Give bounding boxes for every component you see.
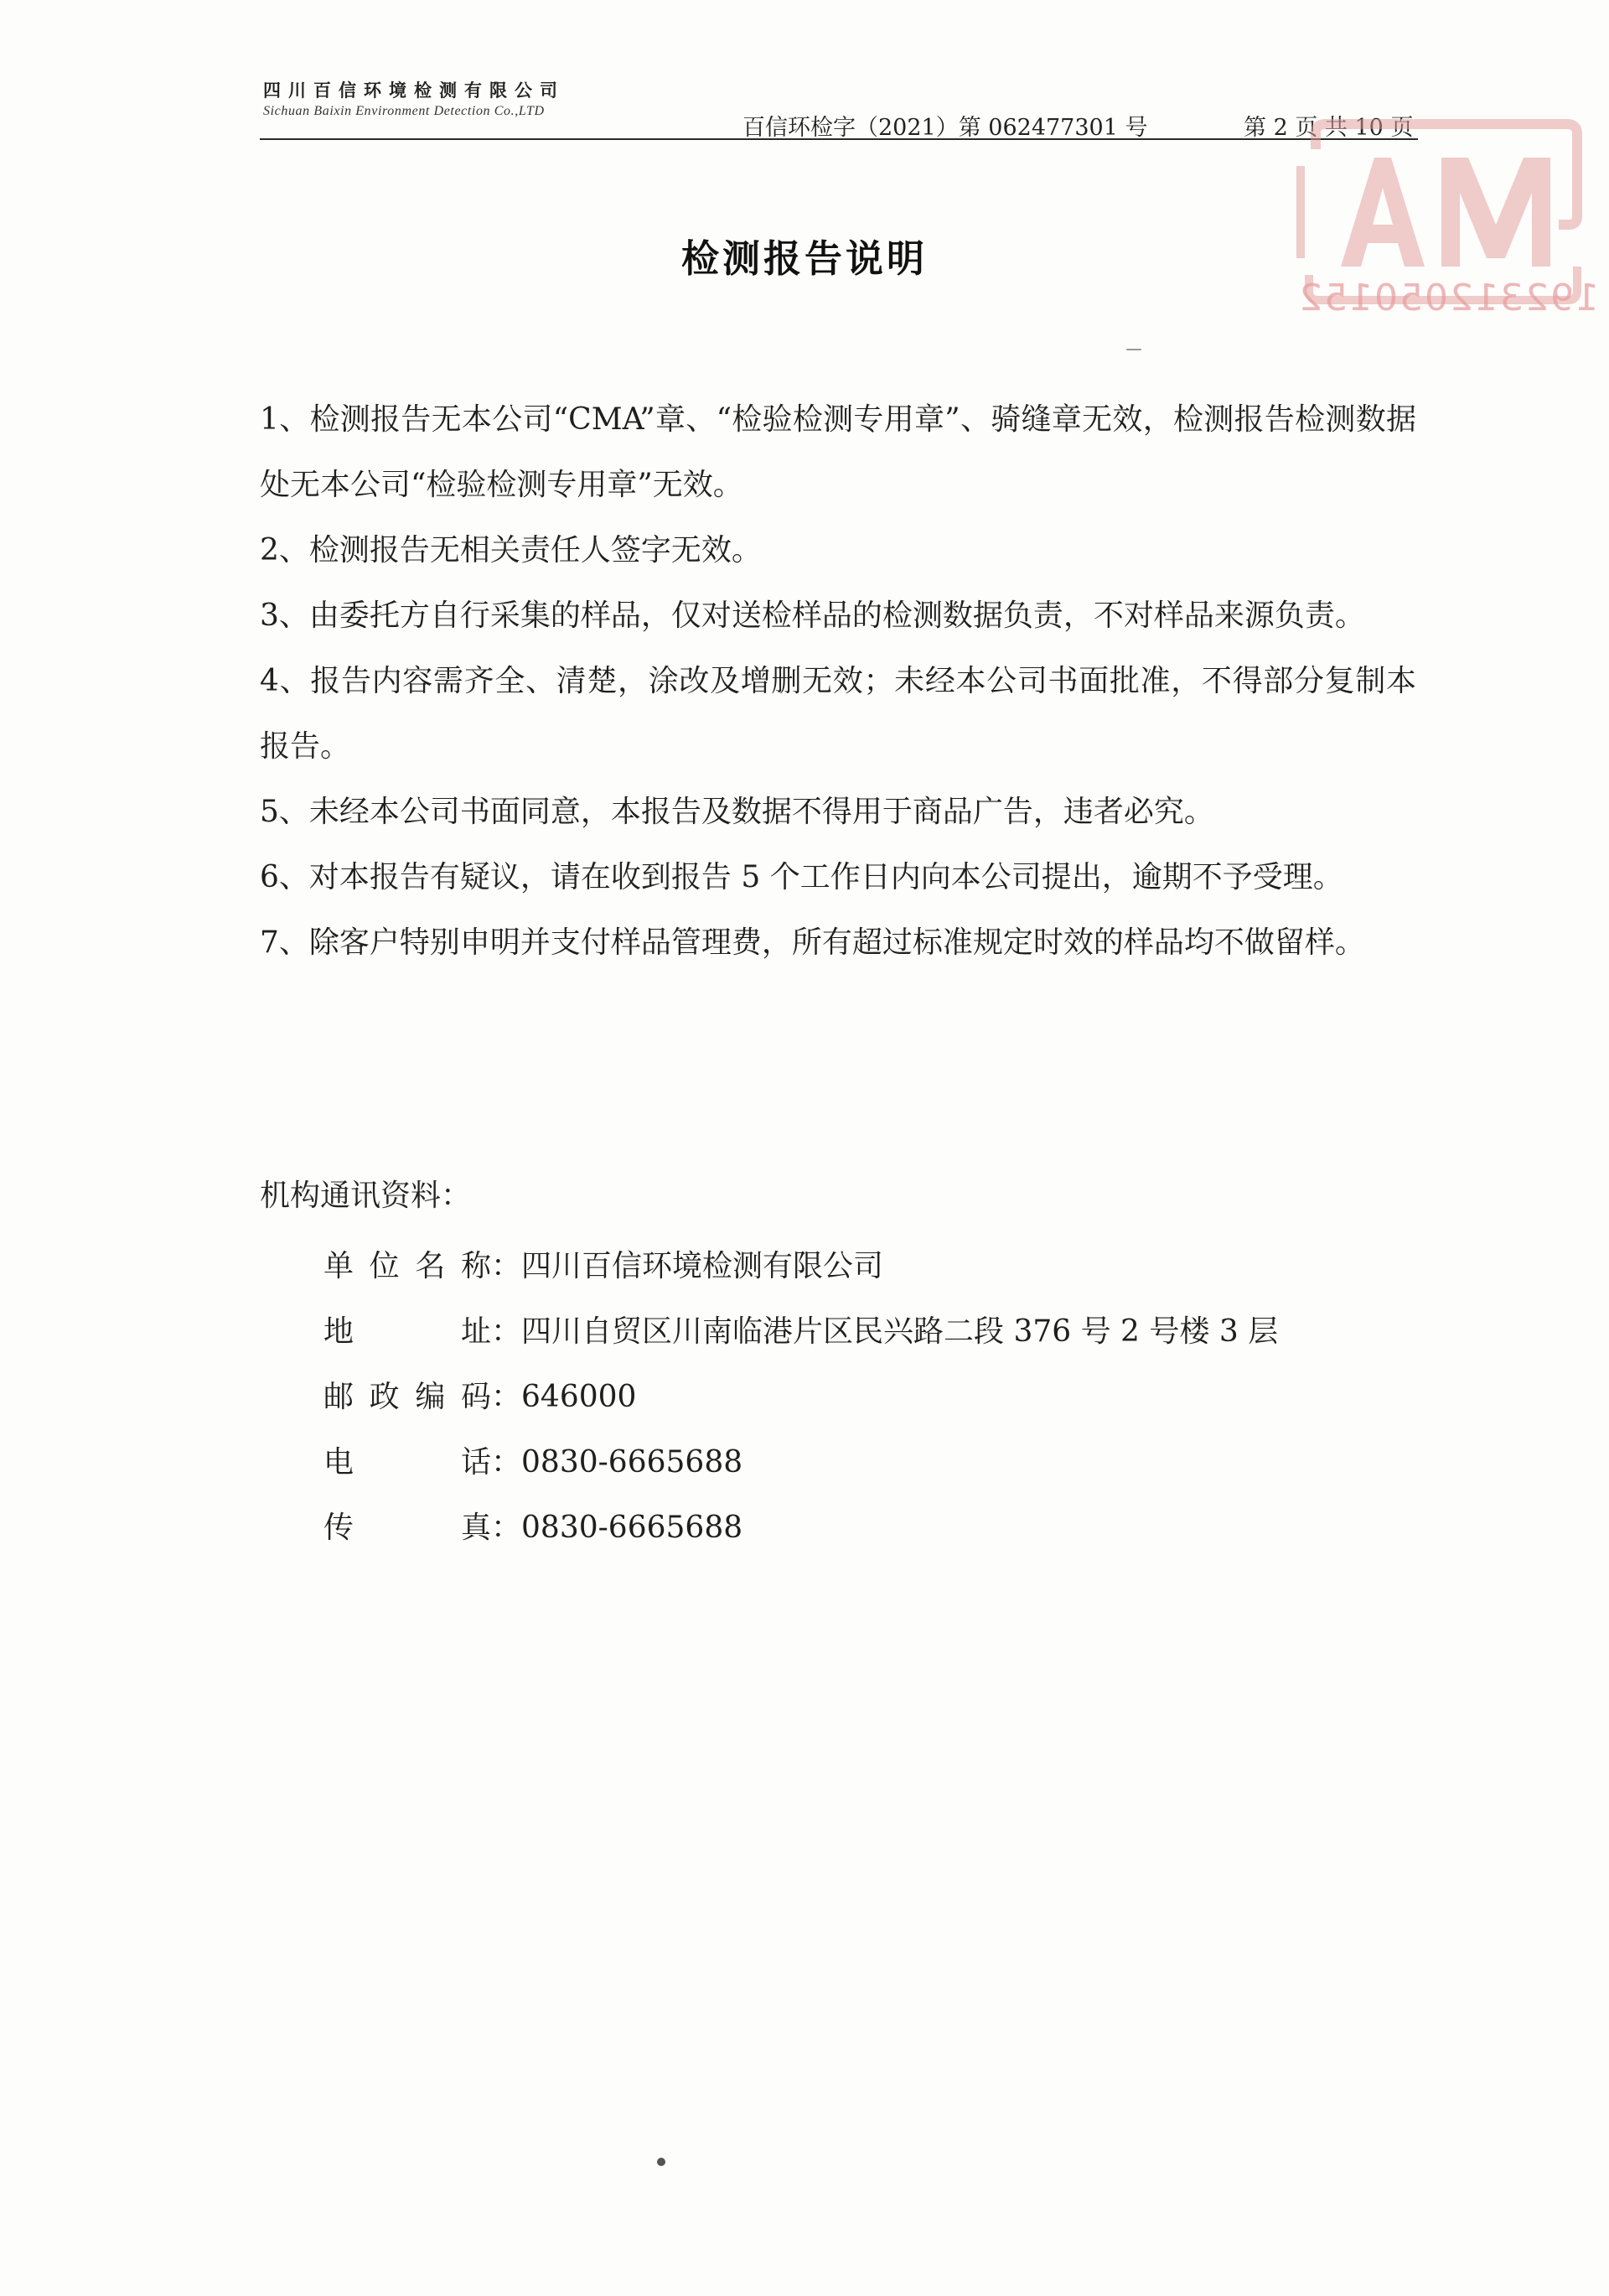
scan-speck: [1126, 349, 1141, 350]
contact-colon: ：: [491, 1314, 522, 1349]
contact-label: 传真: [323, 1511, 491, 1545]
contact-value: 四川百信环境检测有限公司: [521, 1249, 884, 1283]
contact-colon: ：: [491, 1249, 522, 1283]
contact-heading: 机构通讯资料：: [260, 1179, 472, 1213]
stamp-code: 192312050152: [1297, 277, 1599, 319]
clause-item: 7、除客户特别申明并支付样品管理费，所有超过标准规定时效的样品均不做留样。: [260, 925, 1365, 960]
clause-item: 6、对本报告有疑议，请在收到报告 5 个工作日内向本公司提出，逾期不予受理。: [260, 860, 1343, 894]
contact-label: 邮政编码: [323, 1380, 491, 1414]
contact-row-phone: [323, 1430, 1278, 1495]
clause-item: 1、检测报告无本公司“CMA”章、“检验检测专用章”、骑缝章无效，检测报告检测数据处无本公司“检验检测专用章”无效。: [260, 402, 1416, 502]
contact-label: 电话: [323, 1445, 491, 1480]
contact-colon: ：: [491, 1380, 522, 1414]
contact-value: 0830-6665688: [521, 1445, 743, 1480]
report-number: 百信环检字（2021）第 062477301 号: [742, 115, 1148, 141]
clause-item: 2、检测报告无相关责任人签字无效。: [260, 533, 762, 568]
clause-list: [260, 387, 1416, 976]
contact-label: 地址: [323, 1314, 491, 1349]
clause-item: 3、由委托方自行采集的样品，仅对送检样品的检测数据负责，不对样品来源负责。: [260, 599, 1365, 633]
contact-list: [323, 1234, 1278, 1561]
contact-row-postcode: [323, 1365, 1278, 1430]
company-name-cn: 四川百信环境检测有限公司: [263, 80, 565, 101]
contact-row-address: [323, 1299, 1278, 1365]
scan-speck: [657, 2158, 665, 2166]
page-indicator: 第 2 页 共 10 页: [1244, 115, 1414, 141]
contact-value: 0830-6665688: [521, 1511, 743, 1545]
contact-colon: ：: [491, 1511, 522, 1545]
contact-label: 单位名称: [323, 1249, 491, 1283]
clause-item: 5、未经本公司书面同意，本报告及数据不得用于商品广告，违者必究。: [260, 795, 1214, 829]
contact-row-unit: [323, 1234, 1278, 1299]
contact-row-fax: [323, 1495, 1278, 1561]
clause-item: 4、报告内容需齐全、清楚，涂改及增删无效；未经本公司书面批准，不得部分复制本报告。: [260, 664, 1416, 764]
company-name-en: Sichuan Baixin Environment Detection Co.,LTD: [263, 104, 545, 118]
page-title: 检测报告说明: [680, 236, 928, 281]
contact-value: 646000: [521, 1380, 637, 1414]
contact-colon: ：: [491, 1445, 522, 1480]
header-divider: [260, 138, 1418, 140]
contact-value: 四川自贸区川南临港片区民兴路二段 376 号 2 号楼 3 层: [521, 1314, 1279, 1349]
